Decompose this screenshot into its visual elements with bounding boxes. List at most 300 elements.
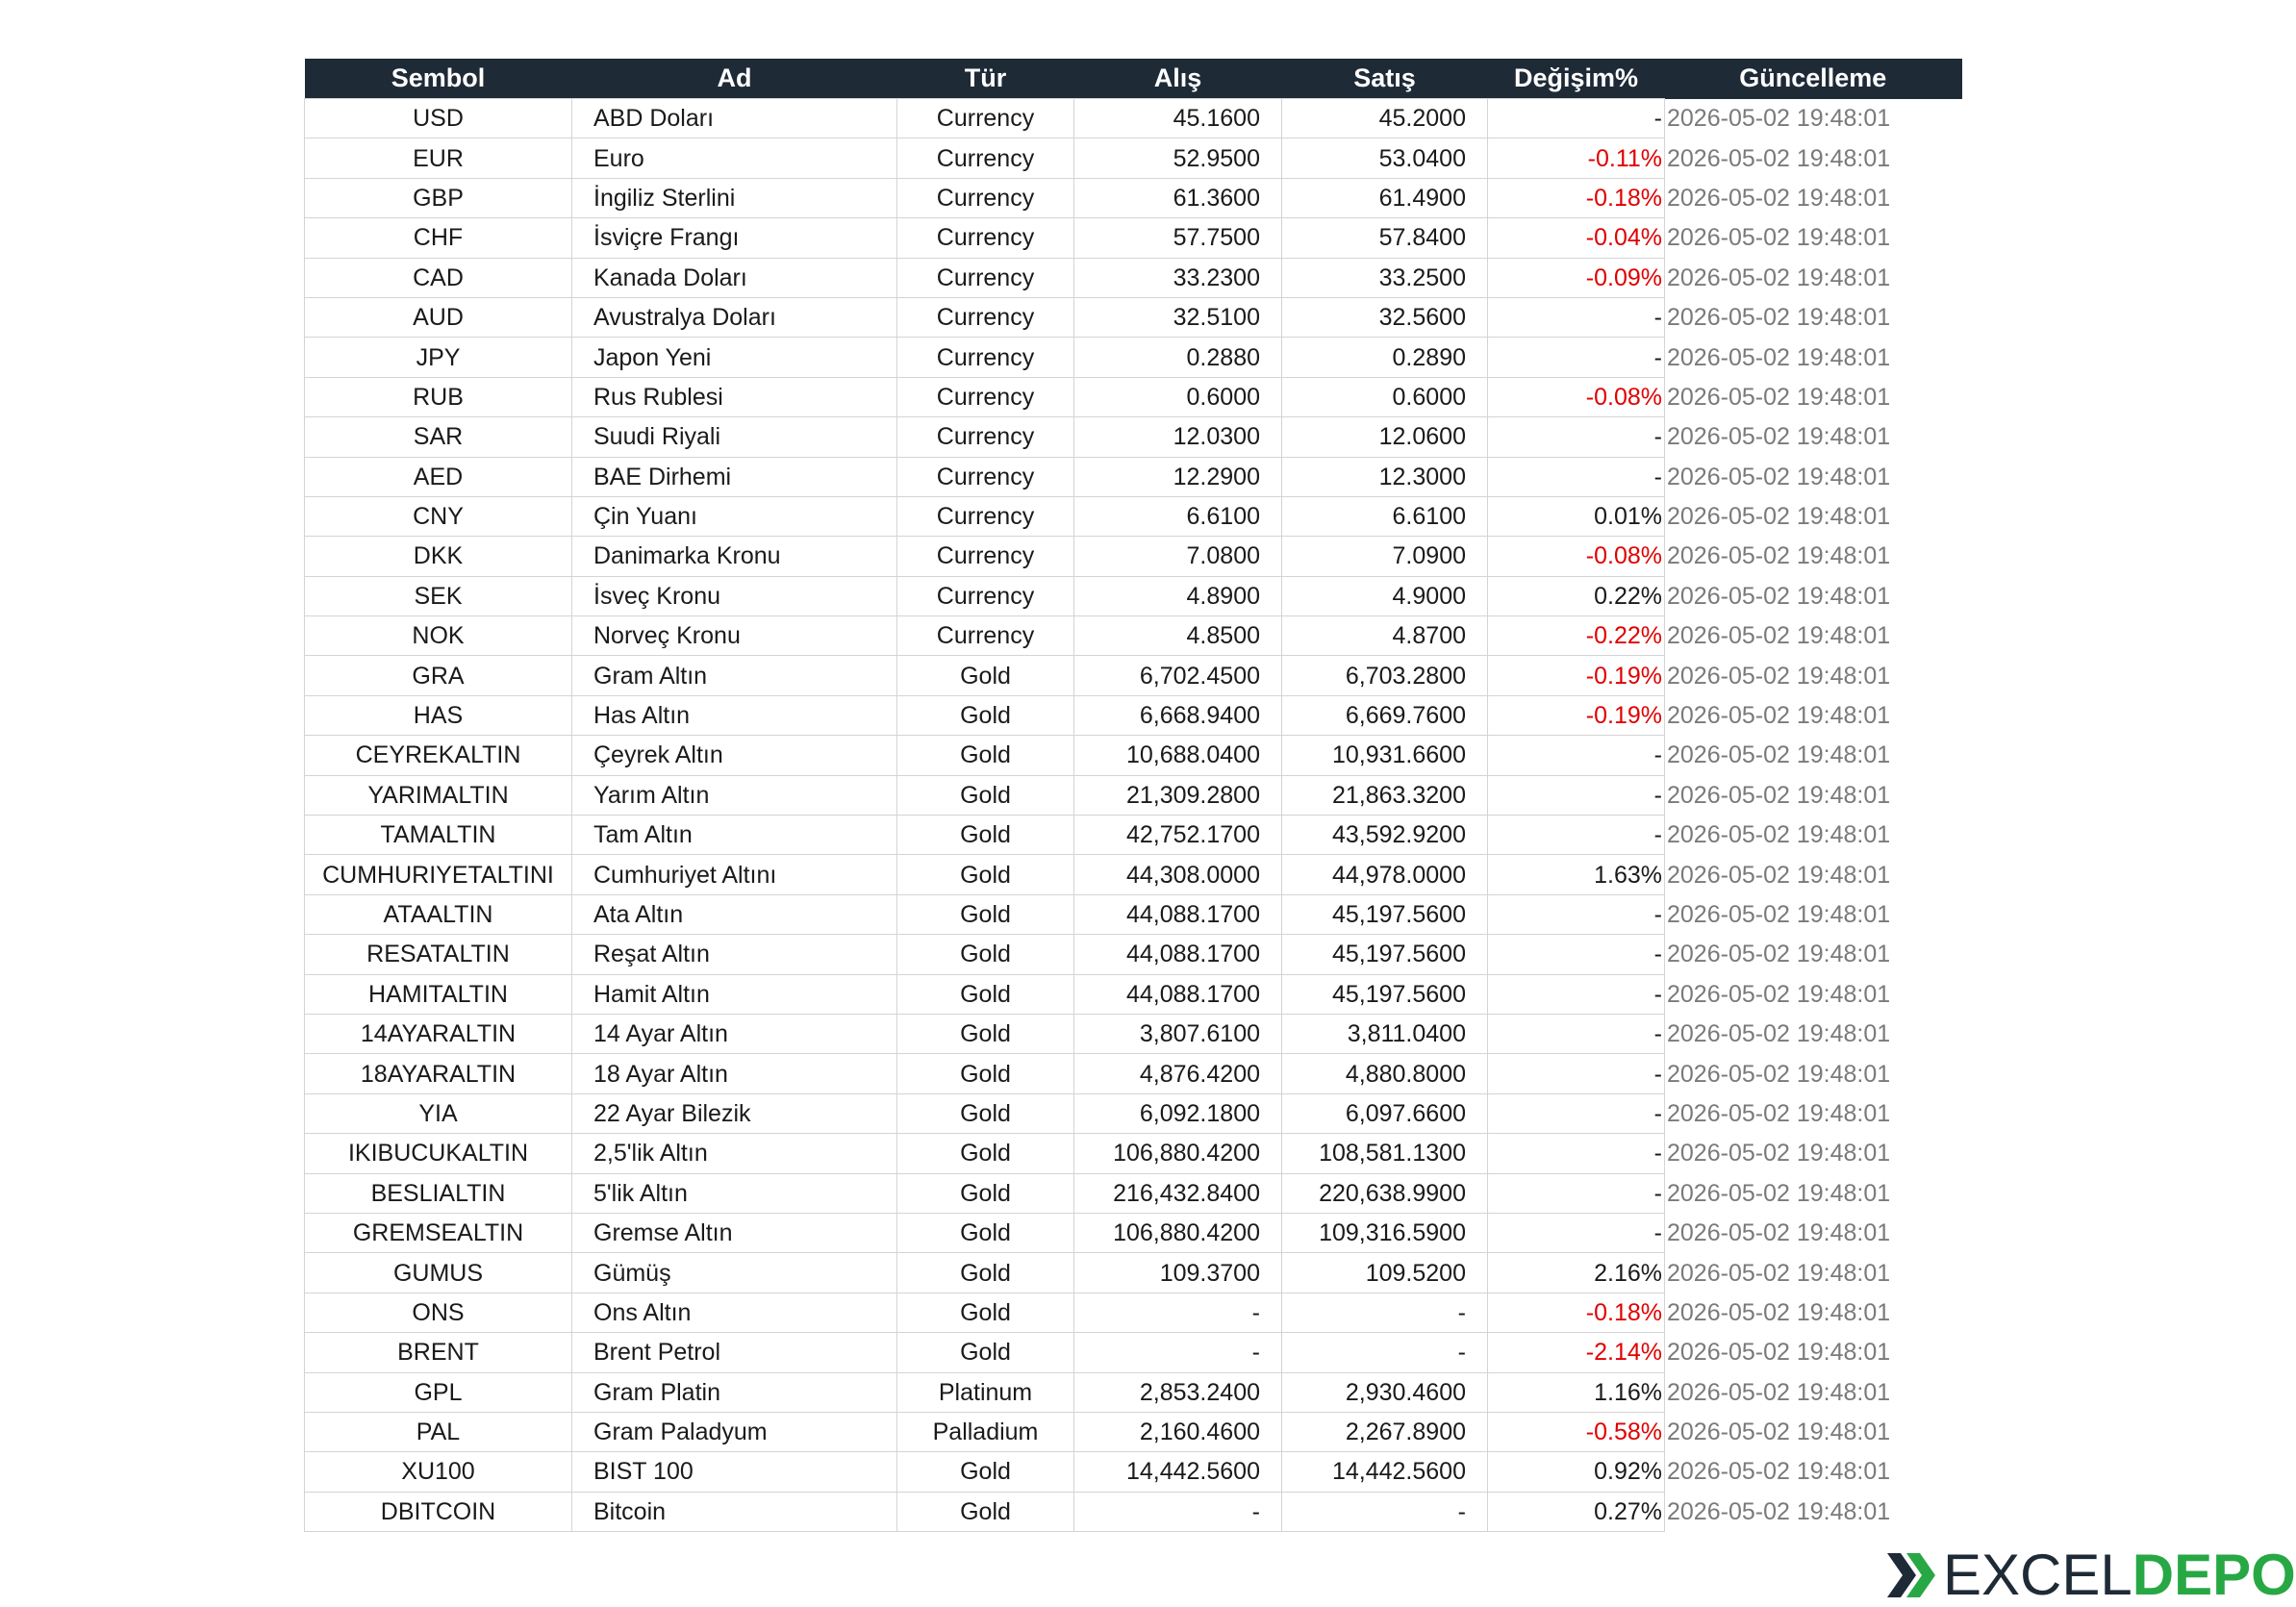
cell-alis: 45.1600	[1074, 99, 1282, 138]
cell-sembol: 14AYARALTIN	[305, 1014, 572, 1053]
cell-guncelleme: 2026-05-02 19:48:01	[1667, 821, 1891, 849]
cell-ad: Gremse Altın	[572, 1213, 897, 1252]
cell-degisim: -	[1488, 417, 1665, 457]
cell-tur: Gold	[897, 1093, 1074, 1133]
cell-tur: Gold	[897, 1014, 1074, 1053]
cell-alis: 44,088.1700	[1074, 935, 1282, 974]
cell-ad: Gram Paladyum	[572, 1412, 897, 1451]
cell-ad: Japon Yeni	[572, 338, 897, 377]
cell-degisim: 1.16%	[1488, 1372, 1665, 1412]
cell-degisim: 2.16%	[1488, 1253, 1665, 1293]
cell-tur: Gold	[897, 1173, 1074, 1213]
cell-satis: 12.0600	[1282, 417, 1488, 457]
cell-degisim: -	[1488, 974, 1665, 1014]
cell-degisim: -0.04%	[1488, 218, 1665, 258]
table-row	[305, 1293, 1962, 1332]
cell-degisim: -	[1488, 1014, 1665, 1053]
cell-tur: Currency	[897, 297, 1074, 337]
cell-ad: Gümüş	[572, 1253, 897, 1293]
table-row	[305, 616, 1962, 656]
cell-sembol: BESLIALTIN	[305, 1173, 572, 1213]
cell-ad: İngiliz Sterlini	[572, 178, 897, 217]
cell-satis: 33.2500	[1282, 258, 1488, 297]
table-row	[305, 816, 1962, 855]
cell-alis: 12.2900	[1074, 457, 1282, 496]
table-row	[305, 457, 1962, 496]
cell-ad: ABD Doları	[572, 99, 897, 138]
cell-satis: 4.8700	[1282, 616, 1488, 656]
logo-word-depo: DEPO	[2132, 1543, 2296, 1607]
cell-satis: 2,930.4600	[1282, 1372, 1488, 1412]
cell-satis: 14,442.5600	[1282, 1452, 1488, 1492]
cell-ad: 22 Ayar Bilezik	[572, 1093, 897, 1133]
cell-alis: 57.7500	[1074, 218, 1282, 258]
cell-guncelleme: 2026-05-02 19:48:01	[1667, 144, 1891, 172]
cell-alis: 44,088.1700	[1074, 974, 1282, 1014]
cell-sembol: RESATALTIN	[305, 935, 572, 974]
cell-alis: -	[1074, 1293, 1282, 1332]
cell-satis: 2,267.8900	[1282, 1412, 1488, 1451]
cell-guncelleme: 2026-05-02 19:48:01	[1667, 741, 1891, 769]
table-row	[305, 1054, 1962, 1093]
col-header-alis: Alış	[1074, 59, 1282, 99]
cell-satis: 4.9000	[1282, 576, 1488, 615]
cell-alis: 6.6100	[1074, 496, 1282, 536]
cell-degisim: 1.63%	[1488, 855, 1665, 894]
cell-degisim: -	[1488, 338, 1665, 377]
cell-alis: 2,160.4600	[1074, 1412, 1282, 1451]
cell-ad: Ata Altın	[572, 894, 897, 934]
table-row	[305, 297, 1962, 337]
cell-tur: Gold	[897, 894, 1074, 934]
cell-sembol: GRA	[305, 656, 572, 695]
table-row	[305, 775, 1962, 815]
table-row	[305, 338, 1962, 377]
cell-ad: 14 Ayar Altın	[572, 1014, 897, 1053]
cell-degisim: -0.58%	[1488, 1412, 1665, 1451]
cell-alis: 109.3700	[1074, 1253, 1282, 1293]
cell-tur: Currency	[897, 496, 1074, 536]
cell-ad: 5'lik Altın	[572, 1173, 897, 1213]
cell-satis: 12.3000	[1282, 457, 1488, 496]
table-row	[305, 417, 1962, 457]
cell-sembol: USD	[305, 99, 572, 138]
cell-ad: Ons Altın	[572, 1293, 897, 1332]
excel-depo-logo	[1885, 1543, 2296, 1607]
excel-depo-x-mark-icon	[1885, 1551, 1939, 1599]
cell-guncelleme: 2026-05-02 19:48:01	[1667, 1099, 1891, 1127]
cell-guncelleme: 2026-05-02 19:48:01	[1667, 1458, 1891, 1486]
cell-alis: 0.6000	[1074, 377, 1282, 416]
table-row	[305, 974, 1962, 1014]
cell-guncelleme: 2026-05-02 19:48:01	[1667, 463, 1891, 490]
cell-guncelleme: 2026-05-02 19:48:01	[1667, 383, 1891, 411]
table-row	[305, 1014, 1962, 1053]
table-row	[305, 1372, 1962, 1412]
cell-alis: 32.5100	[1074, 297, 1282, 337]
cell-sembol: CAD	[305, 258, 572, 297]
cell-ad: Kanada Doları	[572, 258, 897, 297]
cell-tur: Gold	[897, 1333, 1074, 1372]
cell-alis: 4.8500	[1074, 616, 1282, 656]
cell-alis: 21,309.2800	[1074, 775, 1282, 815]
cell-guncelleme: 2026-05-02 19:48:01	[1667, 980, 1891, 1008]
cell-sembol: CEYREKALTIN	[305, 736, 572, 775]
col-header-tur: Tür	[897, 59, 1074, 99]
table-row	[305, 1333, 1962, 1372]
cell-sembol: SEK	[305, 576, 572, 615]
cell-ad: Gram Altın	[572, 656, 897, 695]
cell-guncelleme: 2026-05-02 19:48:01	[1667, 423, 1891, 451]
cell-guncelleme: 2026-05-02 19:48:01	[1667, 542, 1891, 570]
cell-alis: 2,853.2400	[1074, 1372, 1282, 1412]
cell-guncelleme: 2026-05-02 19:48:01	[1667, 105, 1891, 133]
cell-satis: 32.5600	[1282, 297, 1488, 337]
table-row	[305, 695, 1962, 735]
cell-tur: Currency	[897, 218, 1074, 258]
cell-alis: 6,668.9400	[1074, 695, 1282, 735]
cell-ad: Danimarka Kronu	[572, 537, 897, 576]
cell-satis: 53.0400	[1282, 138, 1488, 178]
cell-sembol: SAR	[305, 417, 572, 457]
col-header-satis: Satış	[1282, 59, 1488, 99]
cell-ad: Euro	[572, 138, 897, 178]
cell-degisim: -	[1488, 935, 1665, 974]
table-row	[305, 1253, 1962, 1293]
cell-ad: 2,5'lik Altın	[572, 1134, 897, 1173]
cell-satis: 0.6000	[1282, 377, 1488, 416]
cell-ad: Brent Petrol	[572, 1333, 897, 1372]
cell-sembol: YIA	[305, 1093, 572, 1133]
table-row	[305, 178, 1962, 217]
cell-tur: Currency	[897, 417, 1074, 457]
cell-alis: 44,088.1700	[1074, 894, 1282, 934]
cell-degisim: -0.09%	[1488, 258, 1665, 297]
cell-sembol: XU100	[305, 1452, 572, 1492]
cell-degisim: -0.19%	[1488, 656, 1665, 695]
cell-tur: Gold	[897, 816, 1074, 855]
cell-satis: 45,197.5600	[1282, 935, 1488, 974]
cell-alis: 6,702.4500	[1074, 656, 1282, 695]
cell-ad: Hamit Altın	[572, 974, 897, 1014]
cell-guncelleme: 2026-05-02 19:48:01	[1667, 304, 1891, 332]
cell-satis: 6.6100	[1282, 496, 1488, 536]
cell-alis: 0.2880	[1074, 338, 1282, 377]
table-row	[305, 1492, 1962, 1531]
cell-guncelleme: 2026-05-02 19:48:01	[1667, 941, 1891, 968]
cell-ad: 18 Ayar Altın	[572, 1054, 897, 1093]
cell-tur: Currency	[897, 377, 1074, 416]
cell-satis: 21,863.3200	[1282, 775, 1488, 815]
table-row	[305, 1134, 1962, 1173]
cell-degisim: -	[1488, 816, 1665, 855]
cell-sembol: GPL	[305, 1372, 572, 1412]
cell-sembol: CNY	[305, 496, 572, 536]
cell-alis: 12.0300	[1074, 417, 1282, 457]
cell-satis: 45.2000	[1282, 99, 1488, 138]
cell-sembol: HAMITALTIN	[305, 974, 572, 1014]
cell-satis: 45,197.5600	[1282, 894, 1488, 934]
table-row	[305, 656, 1962, 695]
cell-ad: Norveç Kronu	[572, 616, 897, 656]
cell-ad: Gram Platin	[572, 1372, 897, 1412]
cell-ad: İsviçre Frangı	[572, 218, 897, 258]
cell-tur: Currency	[897, 537, 1074, 576]
cell-sembol: DBITCOIN	[305, 1492, 572, 1531]
cell-satis: 10,931.6600	[1282, 736, 1488, 775]
table-row	[305, 496, 1962, 536]
cell-guncelleme: 2026-05-02 19:48:01	[1667, 1060, 1891, 1088]
cell-sembol: EUR	[305, 138, 572, 178]
cell-ad: Cumhuriyet Altını	[572, 855, 897, 894]
cell-degisim: -0.11%	[1488, 138, 1665, 178]
cell-degisim: 0.22%	[1488, 576, 1665, 615]
cell-sembol: YARIMALTIN	[305, 775, 572, 815]
cell-ad: Çeyrek Altın	[572, 736, 897, 775]
cell-alis: 42,752.1700	[1074, 816, 1282, 855]
cell-satis: 108,581.1300	[1282, 1134, 1488, 1173]
cell-degisim: -0.22%	[1488, 616, 1665, 656]
cell-satis: 57.8400	[1282, 218, 1488, 258]
cell-alis: -	[1074, 1333, 1282, 1372]
cell-degisim: -0.08%	[1488, 377, 1665, 416]
cell-ad: Rus Rublesi	[572, 377, 897, 416]
cell-sembol: NOK	[305, 616, 572, 656]
cell-degisim: -	[1488, 1173, 1665, 1213]
cell-alis: 61.3600	[1074, 178, 1282, 217]
cell-guncelleme: 2026-05-02 19:48:01	[1667, 1298, 1891, 1326]
cell-sembol: AED	[305, 457, 572, 496]
cell-sembol: IKIBUCUKALTIN	[305, 1134, 572, 1173]
cell-sembol: CHF	[305, 218, 572, 258]
cell-degisim: 0.27%	[1488, 1492, 1665, 1531]
cell-guncelleme: 2026-05-02 19:48:01	[1667, 1020, 1891, 1048]
table-row	[305, 537, 1962, 576]
cell-ad: Suudi Riyali	[572, 417, 897, 457]
cell-tur: Gold	[897, 935, 1074, 974]
cell-alis: 10,688.0400	[1074, 736, 1282, 775]
cell-satis: 7.0900	[1282, 537, 1488, 576]
cell-degisim: -0.18%	[1488, 178, 1665, 217]
cell-tur: Gold	[897, 974, 1074, 1014]
cell-guncelleme: 2026-05-02 19:48:01	[1667, 582, 1891, 610]
table-row	[305, 218, 1962, 258]
cell-degisim: -	[1488, 1054, 1665, 1093]
cell-alis: 4.8900	[1074, 576, 1282, 615]
cell-guncelleme: 2026-05-02 19:48:01	[1667, 662, 1891, 690]
cell-alis: 216,432.8400	[1074, 1173, 1282, 1213]
cell-satis: 4,880.8000	[1282, 1054, 1488, 1093]
cell-ad: BAE Dirhemi	[572, 457, 897, 496]
cell-alis: -	[1074, 1492, 1282, 1531]
cell-alis: 3,807.6100	[1074, 1014, 1282, 1053]
table-row	[305, 894, 1962, 934]
cell-ad: Tam Altın	[572, 816, 897, 855]
cell-ad: Reşat Altın	[572, 935, 897, 974]
cell-guncelleme: 2026-05-02 19:48:01	[1667, 224, 1891, 252]
cell-sembol: BRENT	[305, 1333, 572, 1372]
table-row	[305, 576, 1962, 615]
cell-tur: Gold	[897, 855, 1074, 894]
cell-degisim: -0.08%	[1488, 537, 1665, 576]
cell-alis: 7.0800	[1074, 537, 1282, 576]
cell-satis: 43,592.9200	[1282, 816, 1488, 855]
cell-sembol: GUMUS	[305, 1253, 572, 1293]
cell-tur: Currency	[897, 576, 1074, 615]
cell-tur: Currency	[897, 138, 1074, 178]
cell-alis: 14,442.5600	[1074, 1452, 1282, 1492]
cell-tur: Currency	[897, 616, 1074, 656]
cell-satis: 6,097.6600	[1282, 1093, 1488, 1133]
table-row	[305, 138, 1962, 178]
cell-guncelleme: 2026-05-02 19:48:01	[1667, 1378, 1891, 1406]
cell-guncelleme: 2026-05-02 19:48:01	[1667, 1497, 1891, 1525]
cell-guncelleme: 2026-05-02 19:48:01	[1667, 861, 1891, 889]
cell-guncelleme: 2026-05-02 19:48:01	[1667, 184, 1891, 212]
cell-sembol: GBP	[305, 178, 572, 217]
cell-guncelleme: 2026-05-02 19:48:01	[1667, 1259, 1891, 1287]
cell-degisim: -	[1488, 894, 1665, 934]
cell-tur: Gold	[897, 1253, 1074, 1293]
cell-tur: Currency	[897, 338, 1074, 377]
cell-degisim: 0.92%	[1488, 1452, 1665, 1492]
cell-tur: Currency	[897, 99, 1074, 138]
cell-sembol: ATAALTIN	[305, 894, 572, 934]
cell-alis: 4,876.4200	[1074, 1054, 1282, 1093]
cell-sembol: CUMHURIYETALTINI	[305, 855, 572, 894]
cell-tur: Currency	[897, 457, 1074, 496]
cell-satis: -	[1282, 1492, 1488, 1531]
cell-tur: Gold	[897, 1293, 1074, 1332]
cell-sembol: 18AYARALTIN	[305, 1054, 572, 1093]
cell-degisim: -0.18%	[1488, 1293, 1665, 1332]
cell-satis: 6,669.7600	[1282, 695, 1488, 735]
cell-satis: 109,316.5900	[1282, 1213, 1488, 1252]
cell-satis: 61.4900	[1282, 178, 1488, 217]
cell-alis: 52.9500	[1074, 138, 1282, 178]
cell-tur: Gold	[897, 1452, 1074, 1492]
cell-guncelleme: 2026-05-02 19:48:01	[1667, 1419, 1891, 1446]
cell-degisim: -	[1488, 297, 1665, 337]
table-row	[305, 935, 1962, 974]
col-header-guncelleme: Güncelleme	[1665, 59, 1962, 99]
cell-alis: 44,308.0000	[1074, 855, 1282, 894]
cell-ad: BIST 100	[572, 1452, 897, 1492]
cell-degisim: -2.14%	[1488, 1333, 1665, 1372]
cell-tur: Gold	[897, 1492, 1074, 1531]
cell-sembol: GREMSEALTIN	[305, 1213, 572, 1252]
cell-sembol: HAS	[305, 695, 572, 735]
cell-tur: Gold	[897, 695, 1074, 735]
cell-guncelleme: 2026-05-02 19:48:01	[1667, 343, 1891, 371]
cell-degisim: -	[1488, 736, 1665, 775]
cell-sembol: RUB	[305, 377, 572, 416]
cell-degisim: -	[1488, 1093, 1665, 1133]
cell-ad: Avustralya Doları	[572, 297, 897, 337]
col-header-degisim: Değişim%	[1488, 59, 1665, 99]
cell-alis: 6,092.1800	[1074, 1093, 1282, 1133]
table-row	[305, 99, 1962, 138]
cell-ad: İsveç Kronu	[572, 576, 897, 615]
header-row	[305, 59, 1962, 99]
cell-degisim: -	[1488, 1213, 1665, 1252]
col-header-ad: Ad	[572, 59, 897, 99]
cell-ad: Has Altın	[572, 695, 897, 735]
cell-sembol: TAMALTIN	[305, 816, 572, 855]
cell-satis: -	[1282, 1293, 1488, 1332]
cell-satis: 109.5200	[1282, 1253, 1488, 1293]
cell-alis: 33.2300	[1074, 258, 1282, 297]
cell-sembol: JPY	[305, 338, 572, 377]
table-row	[305, 1173, 1962, 1213]
cell-sembol: DKK	[305, 537, 572, 576]
cell-degisim: -	[1488, 775, 1665, 815]
cell-degisim: -	[1488, 457, 1665, 496]
cell-tur: Gold	[897, 1054, 1074, 1093]
table-row	[305, 1452, 1962, 1492]
table-row	[305, 377, 1962, 416]
cell-sembol: ONS	[305, 1293, 572, 1332]
cell-guncelleme: 2026-05-02 19:48:01	[1667, 1179, 1891, 1207]
cell-guncelleme: 2026-05-02 19:48:01	[1667, 264, 1891, 291]
cell-guncelleme: 2026-05-02 19:48:01	[1667, 901, 1891, 928]
cell-tur: Gold	[897, 775, 1074, 815]
table-row	[305, 258, 1962, 297]
cell-tur: Platinum	[897, 1372, 1074, 1412]
cell-tur: Gold	[897, 1134, 1074, 1173]
cell-guncelleme: 2026-05-02 19:48:01	[1667, 1219, 1891, 1247]
cell-satis: 220,638.9900	[1282, 1173, 1488, 1213]
cell-degisim: -0.19%	[1488, 695, 1665, 735]
cell-degisim: -	[1488, 1134, 1665, 1173]
cell-guncelleme: 2026-05-02 19:48:01	[1667, 622, 1891, 650]
cell-alis: 106,880.4200	[1074, 1213, 1282, 1252]
cell-sembol: AUD	[305, 297, 572, 337]
cell-degisim: 0.01%	[1488, 496, 1665, 536]
cell-satis: 0.2890	[1282, 338, 1488, 377]
cell-tur: Gold	[897, 1213, 1074, 1252]
table-row	[305, 1213, 1962, 1252]
cell-ad: Çin Yuanı	[572, 496, 897, 536]
cell-tur: Palladium	[897, 1412, 1074, 1451]
cell-tur: Gold	[897, 736, 1074, 775]
cell-tur: Gold	[897, 656, 1074, 695]
table-row	[305, 1093, 1962, 1133]
col-header-sembol: Sembol	[305, 59, 572, 99]
cell-tur: Currency	[897, 258, 1074, 297]
cell-ad: Yarım Altın	[572, 775, 897, 815]
cell-satis: 45,197.5600	[1282, 974, 1488, 1014]
cell-satis: 44,978.0000	[1282, 855, 1488, 894]
table-row	[305, 736, 1962, 775]
table-row	[305, 855, 1962, 894]
currency-table	[304, 59, 1962, 1532]
cell-guncelleme: 2026-05-02 19:48:01	[1667, 503, 1891, 531]
cell-ad: Bitcoin	[572, 1492, 897, 1531]
cell-sembol: PAL	[305, 1412, 572, 1451]
cell-degisim: -	[1488, 99, 1665, 138]
cell-guncelleme: 2026-05-02 19:48:01	[1667, 702, 1891, 730]
cell-guncelleme: 2026-05-02 19:48:01	[1667, 1339, 1891, 1367]
cell-alis: 106,880.4200	[1074, 1134, 1282, 1173]
cell-tur: Currency	[897, 178, 1074, 217]
cell-guncelleme: 2026-05-02 19:48:01	[1667, 1140, 1891, 1168]
cell-guncelleme: 2026-05-02 19:48:01	[1667, 781, 1891, 809]
cell-satis: 3,811.0400	[1282, 1014, 1488, 1053]
cell-satis: -	[1282, 1333, 1488, 1372]
cell-satis: 6,703.2800	[1282, 656, 1488, 695]
logo-word-excel: EXCEL	[1943, 1543, 2132, 1607]
